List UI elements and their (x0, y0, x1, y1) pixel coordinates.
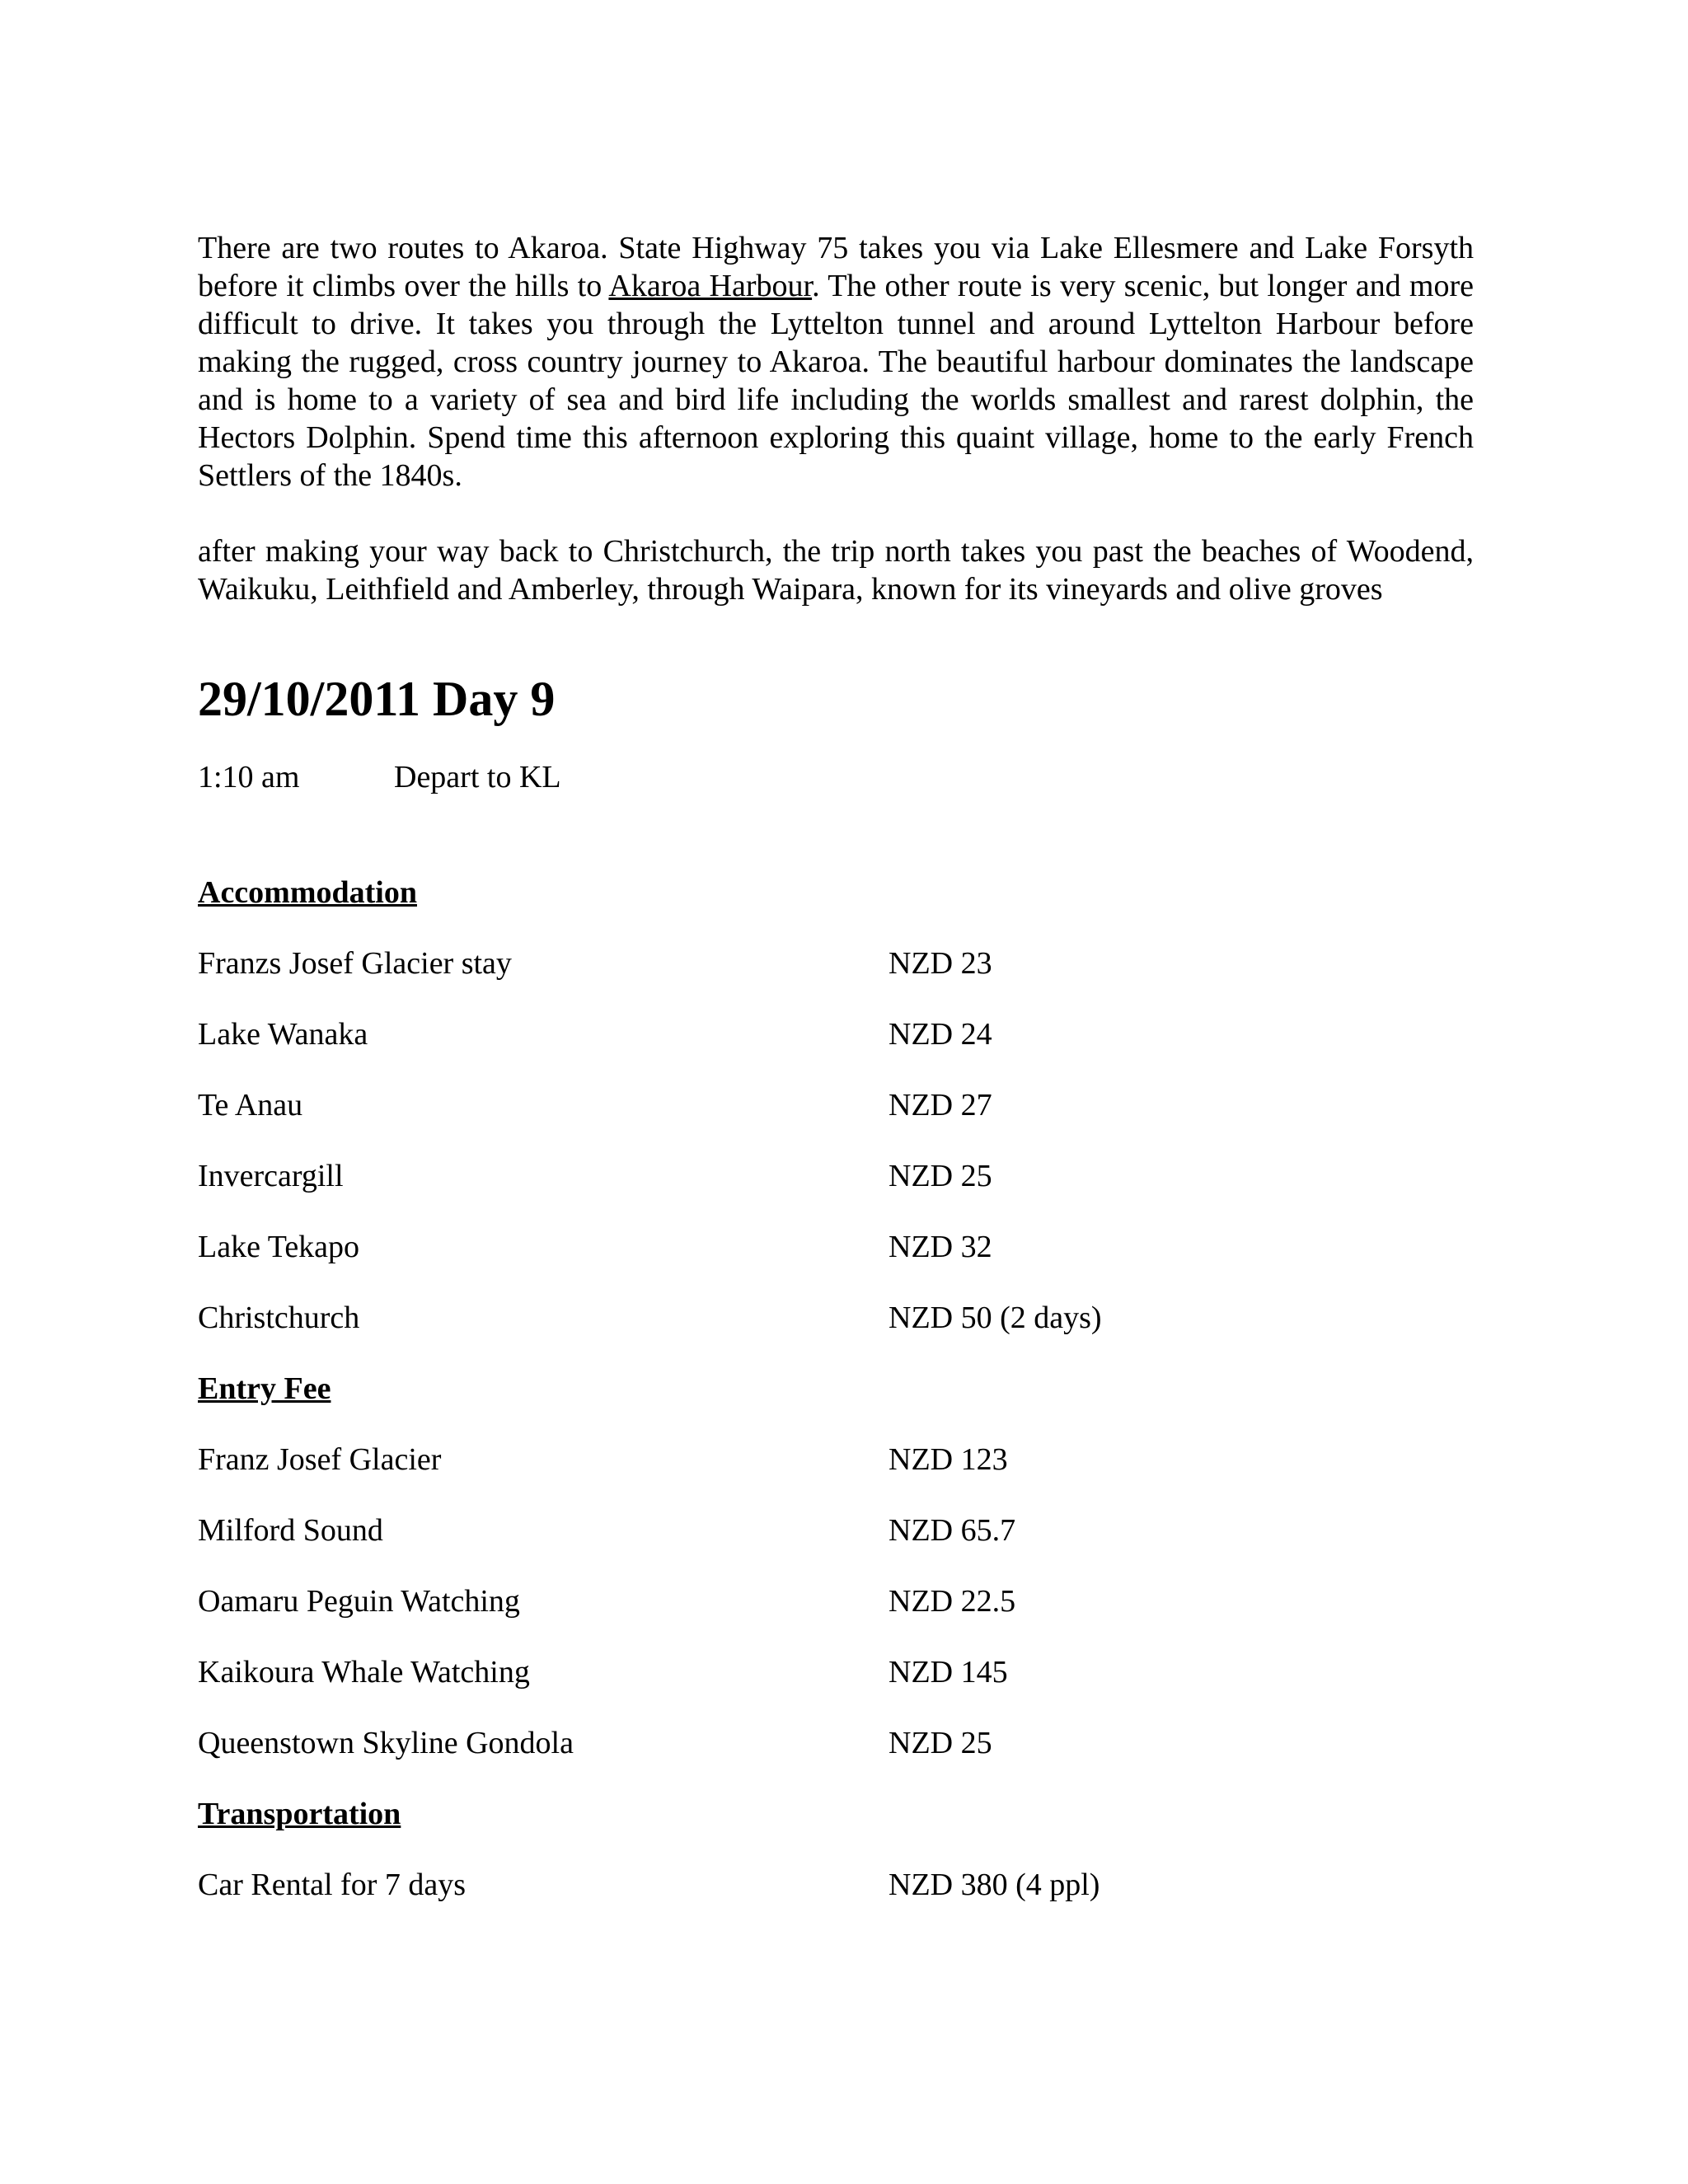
cost-item-amount: NZD 22.5 (889, 1584, 1016, 1619)
akaroa-harbour-link[interactable]: Akaroa Harbour (608, 269, 813, 303)
accommodation-heading: Accommodation (198, 875, 417, 910)
cost-item-name: Franz Josef Glacier (198, 1442, 442, 1477)
cost-item-name: Franzs Josef Glacier stay (198, 946, 512, 981)
page-content (198, 229, 1474, 1904)
cost-item-amount: NZD 50 (2 days) (889, 1301, 1102, 1335)
intro-text-end: . The other route is very scenic, but longer and more difficult to drive. It takes you through the Lyttelton tunnel and around Lyttelton Harbour before making the rugged, cross country journey to Akaroa. The beautiful harbour dominates the landscape and is home to a variety of sea and bird life including the worlds smallest and rarest dolphin, the Hectors Dolphin. Spend time this afternoon exploring this quaint village, home to the early French Settlers of the 1840s. (198, 269, 1474, 493)
accommodation-list (198, 944, 1474, 1337)
cost-item-name: Lake Wanaka (198, 1017, 368, 1052)
schedule-time: 1:10 am (198, 760, 300, 794)
transportation-heading: Transportation (198, 1797, 401, 1831)
cost-row (198, 1299, 1474, 1337)
cost-item-amount: NZD 25 (889, 1159, 992, 1193)
cost-item-name: Car Rental for 7 days (198, 1868, 467, 1902)
cost-row (198, 944, 1474, 1015)
cost-row (198, 1582, 1474, 1653)
cost-item-name: Queenstown Skyline Gondola (198, 1726, 574, 1760)
cost-row (198, 1866, 1474, 1904)
entry-fee-heading: Entry Fee (198, 1371, 331, 1406)
day-heading: 29/10/2011 Day 9 (198, 672, 556, 726)
cost-row (198, 1724, 1474, 1762)
cost-item-amount: NZD 65.7 (889, 1513, 1016, 1548)
schedule-event: Depart to KL (394, 760, 561, 794)
cost-item-amount: NZD 24 (889, 1017, 992, 1052)
cost-row (198, 1228, 1474, 1299)
cost-item-amount: NZD 380 (4 ppl) (889, 1868, 1100, 1902)
return-trip-paragraph: after making your way back to Christchurch, the trip north takes you past the beaches of Woodend, Waikuku, Leithfield and Amberley, through Waipara, known for its vineyards and olive groves (198, 534, 1474, 607)
transportation-list (198, 1866, 1474, 1904)
cost-row (198, 1086, 1474, 1157)
intro-paragraph (198, 229, 1474, 494)
cost-row (198, 1653, 1474, 1724)
cost-row (198, 1157, 1474, 1228)
entry-fee-list (198, 1441, 1474, 1762)
intro-text-start: There are two routes to Akaroa. State Highway 75 takes you via Lake Ellesmere and Lake Forsyth before it climbs over the hills to (198, 231, 1474, 303)
schedule-row (198, 758, 1474, 796)
cost-item-name: Te Anau (198, 1088, 303, 1122)
cost-item-name: Christchurch (198, 1301, 360, 1335)
cost-item-name: Oamaru Peguin Watching (198, 1584, 520, 1619)
cost-item-name: Kaikoura Whale Watching (198, 1655, 530, 1690)
cost-row (198, 1015, 1474, 1086)
cost-item-amount: NZD 123 (889, 1442, 1008, 1477)
cost-item-amount: NZD 25 (889, 1726, 992, 1760)
cost-item-name: Invercargill (198, 1159, 344, 1193)
cost-item-amount: NZD 27 (889, 1088, 992, 1122)
cost-item-amount: NZD 32 (889, 1230, 992, 1264)
cost-row (198, 1441, 1474, 1511)
cost-item-name: Milford Sound (198, 1513, 383, 1548)
cost-item-amount: NZD 23 (889, 946, 992, 981)
cost-item-amount: NZD 145 (889, 1655, 1008, 1690)
cost-row (198, 1511, 1474, 1582)
cost-item-name: Lake Tekapo (198, 1230, 360, 1264)
